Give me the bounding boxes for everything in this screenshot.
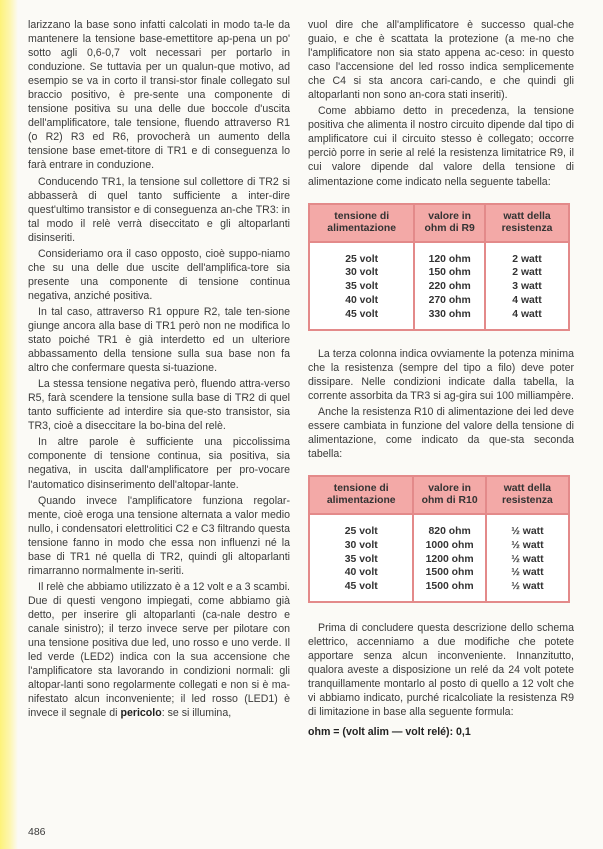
paragraph: Anche la resistenza R10 di alimentazione dei led deve essere cambiata in funzione del valore della tensione di alimentazione, come indicato da que-sta seconda tabella: bbox=[308, 405, 574, 460]
r10-table bbox=[308, 475, 570, 603]
table-cell: 820 ohm bbox=[413, 514, 485, 539]
table-cell: 4 watt bbox=[485, 294, 569, 308]
table-cell: 30 volt bbox=[309, 539, 413, 553]
table-cell: 35 volt bbox=[309, 280, 414, 294]
table-cell: ½ watt bbox=[486, 553, 569, 567]
table-row bbox=[309, 553, 569, 567]
table-cell: 150 ohm bbox=[414, 266, 485, 280]
table-header: watt della resistenza bbox=[485, 204, 569, 242]
table-cell: 35 volt bbox=[309, 553, 413, 567]
paragraph: In altre parole è sufficiente una piccolissima componente di tensione continua, sia positiva, sia negativa, in uscita dall'amplificatore per pro-vocare l'automatico disinserimento dell'altopar-lante. bbox=[28, 436, 290, 491]
table-cell: 25 volt bbox=[309, 242, 414, 267]
table-row bbox=[309, 514, 569, 539]
table-row bbox=[309, 294, 569, 308]
table-row bbox=[309, 566, 569, 580]
table-cell: 4 watt bbox=[485, 308, 569, 330]
table-cell: 45 volt bbox=[309, 308, 414, 330]
table-cell: 25 volt bbox=[309, 514, 413, 539]
table-cell: 2 watt bbox=[485, 266, 569, 280]
paragraph: larizzano la base sono infatti calcolati in modo ta-le da mantenere la tensione base-emettitore ap-pena un po' sotto agli 0,6-0,7 volt necessari per portarlo in conduzione. Se tuttavia per un qualun-que motivo, ad esempio se va in corto il transi-stor finale collegato sul braccio positivo, è pre-sente una componente di tensione positiva su una delle due boccole d'uscita dell'amplificatore, tale tensione, fluendo attraverso R1 (o R2) R3 ed R6, provocherà un aumento della tensione base emet-titore di TR1 e di conseguenza lo farà entrare in conduzione. bbox=[28, 19, 290, 172]
paragraph: Come abbiamo detto in precedenza, la tensione positiva che alimenta il nostro circuito dipende dal tipo di amplificatore cui il circuito stesso è collegato; occorre perciò porre in serie al relé la resistenza limitatrice R9, il cui valore dipende dal valore della tensione di alimentazione come indicato nella seguente tabella: bbox=[308, 105, 574, 188]
table-cell: 40 volt bbox=[309, 566, 413, 580]
page-number: 486 bbox=[28, 826, 46, 838]
table-cell: 1200 ohm bbox=[413, 553, 485, 567]
table-row bbox=[309, 280, 569, 294]
table-cell: 220 ohm bbox=[414, 280, 485, 294]
table-cell: ½ watt bbox=[486, 539, 569, 553]
table-cell: 2 watt bbox=[485, 242, 569, 267]
paragraph: La stessa tensione negativa però, fluendo attra-verso R5, farà scendere la tensione sulla base di TR2 di quel tanto sufficiente ad interdire sia que-sto transistor, sia TR3, cioè a diseccitare la bo-bina del relè. bbox=[28, 378, 290, 433]
left-column bbox=[28, 18, 290, 722]
table-cell: 1000 ohm bbox=[413, 539, 485, 553]
table-row bbox=[309, 539, 569, 553]
paragraph: Prima di concludere questa descrizione dello schema elettrico, accenniamo a due modifiche che potete apportare senza alcun inconveniente. Innanzitutto, qualora aveste a disposizione un relé da 24 volt potete tranquillamente montarlo al posto di quello a 12 volt che vi abbiamo indicato, purché ricalcoliate la resistenza R9 di limitazione in base alla seguente formula: bbox=[308, 621, 574, 719]
table-cell: 30 volt bbox=[309, 266, 414, 280]
table-cell: ½ watt bbox=[486, 566, 569, 580]
table-header: tensione di alimentazione bbox=[309, 204, 414, 242]
paragraph: Consideriamo ora il caso opposto, cioè suppo-niamo che su una delle due uscite dell'amplifica-tore sia presente una componente di tensione continua negativa, anziché positiva. bbox=[28, 247, 290, 302]
table-header: watt della resistenza bbox=[486, 476, 569, 514]
paragraph bbox=[28, 580, 290, 720]
table-row bbox=[309, 580, 569, 602]
table-header: valore in ohm di R10 bbox=[413, 476, 485, 514]
table-cell: 45 volt bbox=[309, 580, 413, 602]
table-cell: 330 ohm bbox=[414, 308, 485, 330]
paragraph: In tal caso, attraverso R1 oppure R2, tale ten-sione giunge ancora alla base di TR1 però non ne modifica lo stato poiché TR1 è già interdetto ed un ulteriore abbassamento della tensione sulla sua base non fa altro che confermare questa si-tuazione. bbox=[28, 305, 290, 375]
table-cell: 270 ohm bbox=[414, 294, 485, 308]
paragraph: Conducendo TR1, la tensione sul collettore di TR2 si abbasserà di quel tanto sufficiente a inter-dire quest'ultimo transistor e di conseguenza an-che TR3: in tal modo il relè verrà diseccitato e gli altoparlanti disinseriti. bbox=[28, 175, 290, 244]
paragraph: La terza colonna indica ovviamente la potenza minima che la resistenza (sempre del tipo a filo) deve poter dissipare. Nelle condizioni indicate dalla tabella, la corrente assorbita da TR3 si ag-gira sui 100 milliampère. bbox=[308, 347, 574, 402]
table-cell: 40 volt bbox=[309, 294, 414, 308]
table-cell: 120 ohm bbox=[414, 242, 485, 267]
r9-table bbox=[308, 203, 570, 331]
table-row bbox=[309, 266, 569, 280]
paragraph: Quando invece l'amplificatore funziona regolar-mente, cioè eroga una tensione alternata a valor medio nullo, i condensatori elettrolitici C2 e C3 filtrando questa tensione fanno in modo che essa non influenzi né la base di TR1 né quella di TR2, quindi gli altoparlanti rimarranno normalmente in-seriti. bbox=[28, 494, 290, 577]
paragraph-text: Il relè che abbiamo utilizzato è a 12 volt e a 3 scambi. Due di questi vengono impiegati, come abbiamo già detto, per inserire gli altoparlanti (ca-nale destro e canale sinistro); il terzo invece serve per pilotare con una tensione positiva due led, uno rosso e uno verde. Il led verde (LED2) indica con la sua accensione che l'amplificatore sta lavorando in condizioni normali: gli altopar-lanti sono regolarmente collegati e non si è ma-nifestato alcun inconveniente; il led rosso (LED1) è invece il segnale di bbox=[28, 580, 290, 720]
paragraph: vuol dire che all'amplificatore è successo qual-che guaio, e che è scattata la protezione (a me-no che l'amplificatore non sia stato appena ac-ceso: in questo caso l'accensione del led rosso indica semplicemente che C4 si sta ancora cari-cando, e che quindi gli altoparlanti non sono an-cora stati inseriti). bbox=[308, 19, 574, 102]
table-header: valore in ohm di R9 bbox=[414, 204, 485, 242]
table-cell: 3 watt bbox=[485, 280, 569, 294]
page-edge-highlight bbox=[0, 0, 18, 849]
table-cell: ½ watt bbox=[486, 514, 569, 539]
table-header: tensione di alimentazione bbox=[309, 476, 413, 514]
table-row bbox=[309, 242, 569, 267]
table-cell: 1500 ohm bbox=[413, 580, 485, 602]
right-column bbox=[308, 18, 574, 741]
table-row bbox=[309, 308, 569, 330]
bold-word: pericolo bbox=[120, 707, 162, 720]
formula: ohm = (volt alim — volt relé): 0,1 bbox=[308, 726, 471, 739]
table-cell: 1500 ohm bbox=[413, 566, 485, 580]
paragraph-text: : se si illumina, bbox=[161, 707, 232, 720]
table-cell: ½ watt bbox=[486, 580, 569, 602]
